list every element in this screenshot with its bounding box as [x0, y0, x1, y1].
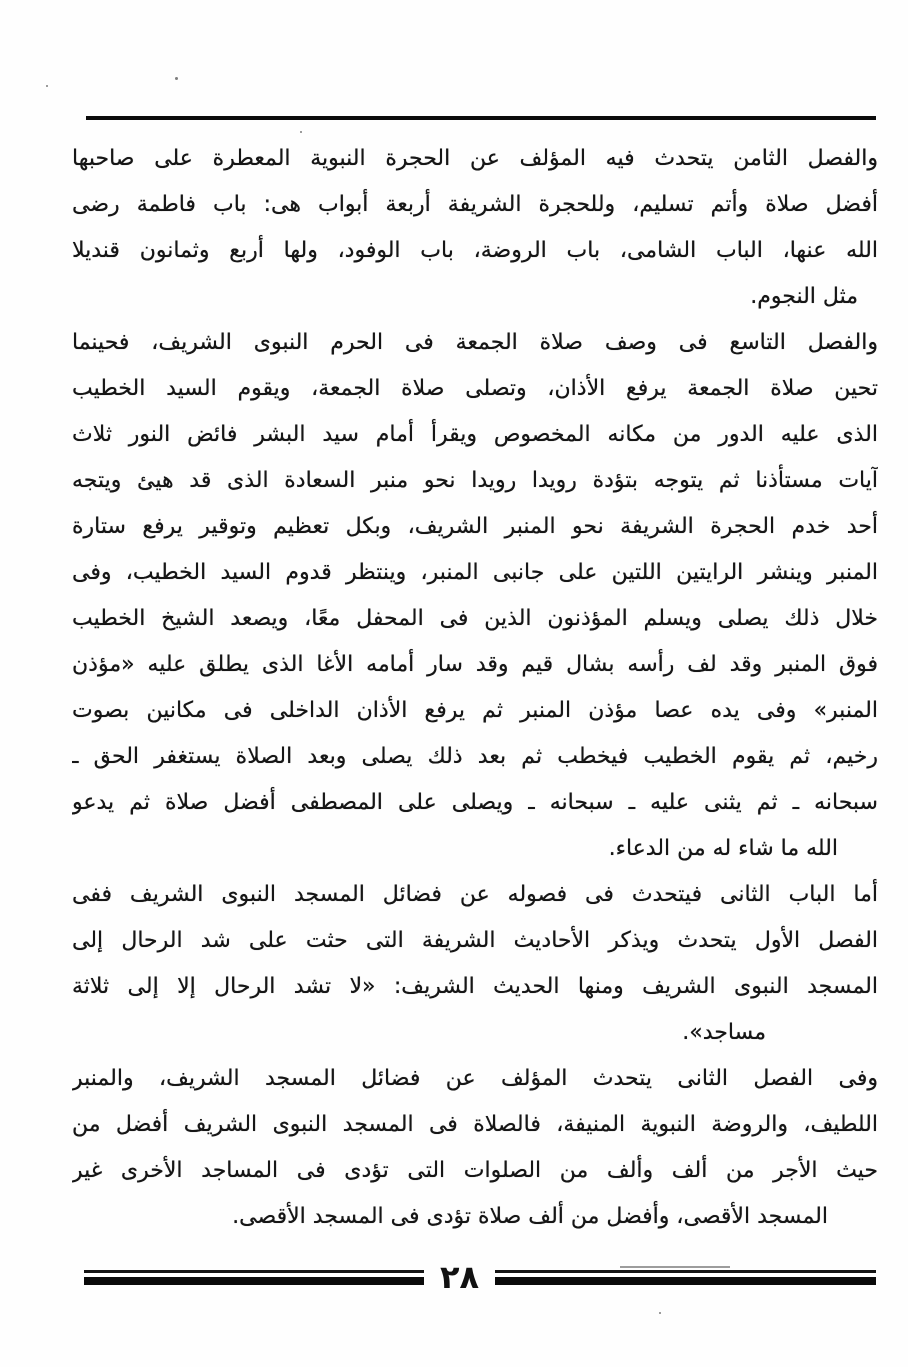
page-number: ٢٨: [440, 1258, 480, 1296]
rule-thick-line: [84, 1277, 424, 1285]
text-line: الله ما شاء له من الدعاء.: [608, 836, 838, 861]
text-line: الله عنها، الباب الشامى، باب الروضة، باب الوفود، ولها أربع وثمانون قنديلا: [72, 238, 878, 263]
text-block: [72, 136, 878, 1240]
text-line: المسجد النبوى الشريف ومنها الحديث الشريف: «لا تشد الرحال إلا إلى ثلاثة: [72, 974, 878, 999]
footer-rule-left: [84, 1270, 424, 1285]
text-line: أفضل صلاة وأتم تسليم، وللحجرة الشريفة أربعة أبواب هى: باب فاطمة رضى: [72, 192, 878, 217]
rule-thick-line: [495, 1277, 876, 1285]
text-line: والفصل التاسع فى وصف صلاة الجمعة فى الحرم النبوى الشريف، فحينما: [72, 330, 878, 355]
text-line: المسجد الأقصى، وأفضل من ألف صلاة تؤدى فى المسجد الأقصى.: [232, 1204, 828, 1229]
text-line: أحد خدم الحجرة الشريفة نحو المنبر الشريف، وبكل تعظيم وتوقير يرفع ستارة: [72, 514, 878, 539]
scan-speck: [46, 85, 48, 87]
footer-rule-right: [495, 1270, 876, 1285]
text-line: تحين صلاة الجمعة يرفع الأذان، وتصلى صلاة الجمعة، ويقوم السيد الخطيب: [72, 376, 878, 401]
text-line: خلال ذلك يصلى ويسلم المؤذنون الذين فى المحفل معًا، ويصعد الشيخ الخطيب: [72, 606, 878, 631]
scan-speck: [300, 131, 302, 133]
text-line: سبحانه ـ ثم يثنى عليه ـ سبحانه ـ ويصلى على المصطفى أفضل صلاة ثم يدعو: [72, 790, 878, 815]
top-divider-rule: [86, 116, 876, 120]
text-line: الفصل الأول يتحدث ويذكر الأحاديث الشريفة التى حثت على شد الرحال إلى: [72, 928, 878, 953]
paragraph: [72, 872, 878, 1056]
text-line: آيات مستأذنا ثم يتوجه بتؤدة رويدا رويدا نحو منبر السعادة الذى قد هيئ ويتجه: [72, 468, 878, 493]
scan-speck: [659, 1312, 661, 1314]
text-line: مثل النجوم.: [750, 284, 858, 309]
scan-speck: [175, 77, 178, 80]
paragraph: [72, 1056, 878, 1240]
text-line: أما الباب الثانى فيتحدث فى فصوله عن فضائل المسجد النبوى الشريف ففى: [72, 882, 878, 907]
text-line: الذى عليه الدور من مكانه المخصوص ويقرأ أمام سيد البشر فائض النور ثلاث: [72, 422, 878, 447]
text-line: مساجد».: [682, 1020, 766, 1045]
text-line: المنبر» وفى يده عصا مؤذن المنبر ثم يرفع الأذان الداخلى فى مكانين بصوت: [72, 698, 878, 723]
text-line: فوق المنبر وقد لف رأسه بشال قيم وقد سار أمامه الأغا الذى يطلق عليه «مؤذن: [72, 652, 878, 677]
page-footer: [84, 1260, 876, 1294]
text-line: رخيم، ثم يقوم الخطيب فيخطب ثم بعد ذلك يصلى وبعد الصلاة يستغفر الحق ـ: [72, 744, 878, 769]
paragraph: [72, 136, 878, 320]
paragraph: [72, 320, 878, 872]
rule-thin-line: [84, 1270, 424, 1273]
rule-thin-line: [495, 1270, 876, 1273]
text-line: المنبر وينشر الرايتين اللتين على جانبى المنبر، وينتظر قدوم السيد الخطيب، وفى: [72, 560, 878, 585]
text-line: وفى الفصل الثانى يتحدث المؤلف عن فضائل المسجد الشريف، والمنبر: [72, 1066, 878, 1091]
text-line: اللطيف، والروضة النبوية المنيفة، فالصلاة فى المسجد النبوى الشريف أفضل من: [72, 1112, 878, 1137]
text-line: والفصل الثامن يتحدث فيه المؤلف عن الحجرة النبوية المعطرة على صاحبها: [72, 146, 878, 171]
text-line: حيث الأجر من ألف وألف من الصلوات التى تؤدى فى المساجد الأخرى غير: [72, 1158, 878, 1183]
